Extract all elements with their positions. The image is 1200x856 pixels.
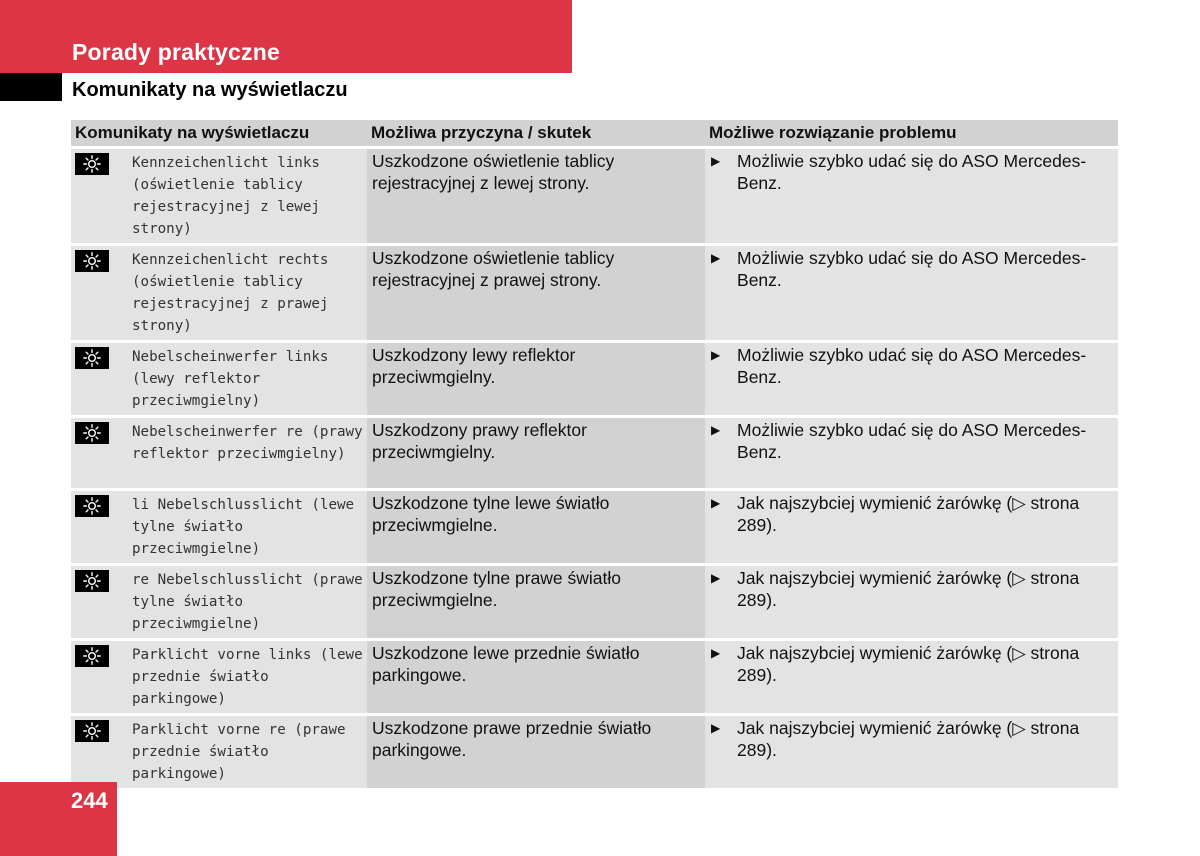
solution-text: Jak najszybciej wymienić żarówkę (▷ strona 289). — [737, 568, 1080, 610]
header-black-tab — [0, 73, 62, 101]
column-header-messages: Komunikaty na wyświetlaczu — [71, 120, 367, 146]
solution-text: Jak najszybciej wymienić żarówkę (▷ strona 289). — [737, 718, 1080, 760]
column-header-cause: Możliwa przyczyna / skutek — [367, 120, 705, 146]
icon-cell — [71, 343, 128, 415]
solution-text: Jak najszybciej wymienić żarówkę (▷ strona 289). — [737, 493, 1080, 535]
icon-cell — [71, 641, 128, 713]
bullet-arrow-icon: ▶ — [711, 423, 721, 437]
page-subtitle: Komunikaty na wyświetlaczu — [72, 79, 348, 101]
display-message: Parklicht vorne links (lewe przednie światło parkingowe) — [128, 641, 367, 713]
sun-lamp-icon — [75, 250, 109, 272]
display-message: Parklicht vorne re (prawe przednie światło parkingowe) — [128, 716, 367, 788]
icon-cell — [71, 418, 128, 488]
solution-text: Możliwie szybko udać się do ASO Mercedes-Benz. — [737, 151, 1087, 193]
display-message: Nebelscheinwerfer links (lewy reflektor przeciwmgielny) — [128, 343, 367, 415]
sun-lamp-icon — [75, 422, 109, 444]
solution — [705, 343, 1118, 415]
possible-cause: Uszkodzone prawe przednie światło parkingowe. — [367, 716, 705, 788]
possible-cause: Uszkodzone oświetlenie tablicy rejestracyjnej z lewej strony. — [367, 149, 705, 243]
display-message: Kennzeichenlicht rechts (oświetlenie tablicy rejestracyjnej z prawej strony) — [128, 246, 367, 340]
icon-cell — [71, 149, 128, 243]
solution — [705, 418, 1118, 488]
solution-text: Możliwie szybko udać się do ASO Mercedes-Benz. — [737, 248, 1087, 290]
sun-lamp-icon — [75, 347, 109, 369]
section-title: Porady praktyczne — [72, 39, 280, 65]
possible-cause: Uszkodzone lewe przednie światło parkingowe. — [367, 641, 705, 713]
icon-cell — [71, 566, 128, 638]
solution-text: Możliwie szybko udać się do ASO Mercedes-Benz. — [737, 345, 1087, 387]
table-row — [71, 566, 1118, 638]
possible-cause: Uszkodzony prawy reflektor przeciwmgielny. — [367, 418, 705, 488]
table-row — [71, 149, 1118, 243]
possible-cause: Uszkodzone tylne lewe światło przeciwmgielne. — [367, 491, 705, 563]
solution — [705, 246, 1118, 340]
sun-lamp-icon — [75, 153, 109, 175]
possible-cause: Uszkodzone tylne prawe światło przeciwmgielne. — [367, 566, 705, 638]
icon-cell — [71, 246, 128, 340]
column-header-solution: Możliwe rozwiązanie problemu — [705, 120, 1118, 146]
table-row — [71, 491, 1118, 563]
sun-lamp-icon — [75, 645, 109, 667]
page-number: 244 — [71, 788, 108, 813]
bullet-arrow-icon: ▶ — [711, 496, 721, 510]
display-message: li Nebelschlusslicht (lewe tylne światło przeciwmgielne) — [128, 491, 367, 563]
bullet-arrow-icon: ▶ — [711, 348, 721, 362]
table-row — [71, 716, 1118, 788]
table-row — [71, 246, 1118, 340]
solution — [705, 149, 1118, 243]
icon-cell — [71, 716, 128, 788]
possible-cause: Uszkodzony lewy reflektor przeciwmgielny. — [367, 343, 705, 415]
display-message: Kennzeichenlicht links (oświetlenie tablicy rejestracyjnej z lewej strony) — [128, 149, 367, 243]
solution — [705, 641, 1118, 713]
sun-lamp-icon — [75, 495, 109, 517]
table-header-row — [71, 120, 1118, 146]
icon-cell — [71, 491, 128, 563]
display-message: re Nebelschlusslicht (prawe tylne światło przeciwmgielne) — [128, 566, 367, 638]
bullet-arrow-icon: ▶ — [711, 251, 721, 265]
sun-lamp-icon — [75, 570, 109, 592]
possible-cause: Uszkodzone oświetlenie tablicy rejestracyjnej z prawej strony. — [367, 246, 705, 340]
display-messages-table — [71, 117, 1118, 791]
solution — [705, 491, 1118, 563]
table-row — [71, 418, 1118, 488]
bullet-arrow-icon: ▶ — [711, 721, 721, 735]
table-row — [71, 641, 1118, 713]
solution — [705, 566, 1118, 638]
bullet-arrow-icon: ▶ — [711, 571, 721, 585]
display-message: Nebelscheinwerfer re (prawy reflektor przeciwmgielny) — [128, 418, 367, 488]
solution-text: Jak najszybciej wymienić żarówkę (▷ strona 289). — [737, 643, 1080, 685]
solution — [705, 716, 1118, 788]
sun-lamp-icon — [75, 720, 109, 742]
bullet-arrow-icon: ▶ — [711, 154, 721, 168]
table-row — [71, 343, 1118, 415]
bullet-arrow-icon: ▶ — [711, 646, 721, 660]
solution-text: Możliwie szybko udać się do ASO Mercedes-Benz. — [737, 420, 1087, 462]
